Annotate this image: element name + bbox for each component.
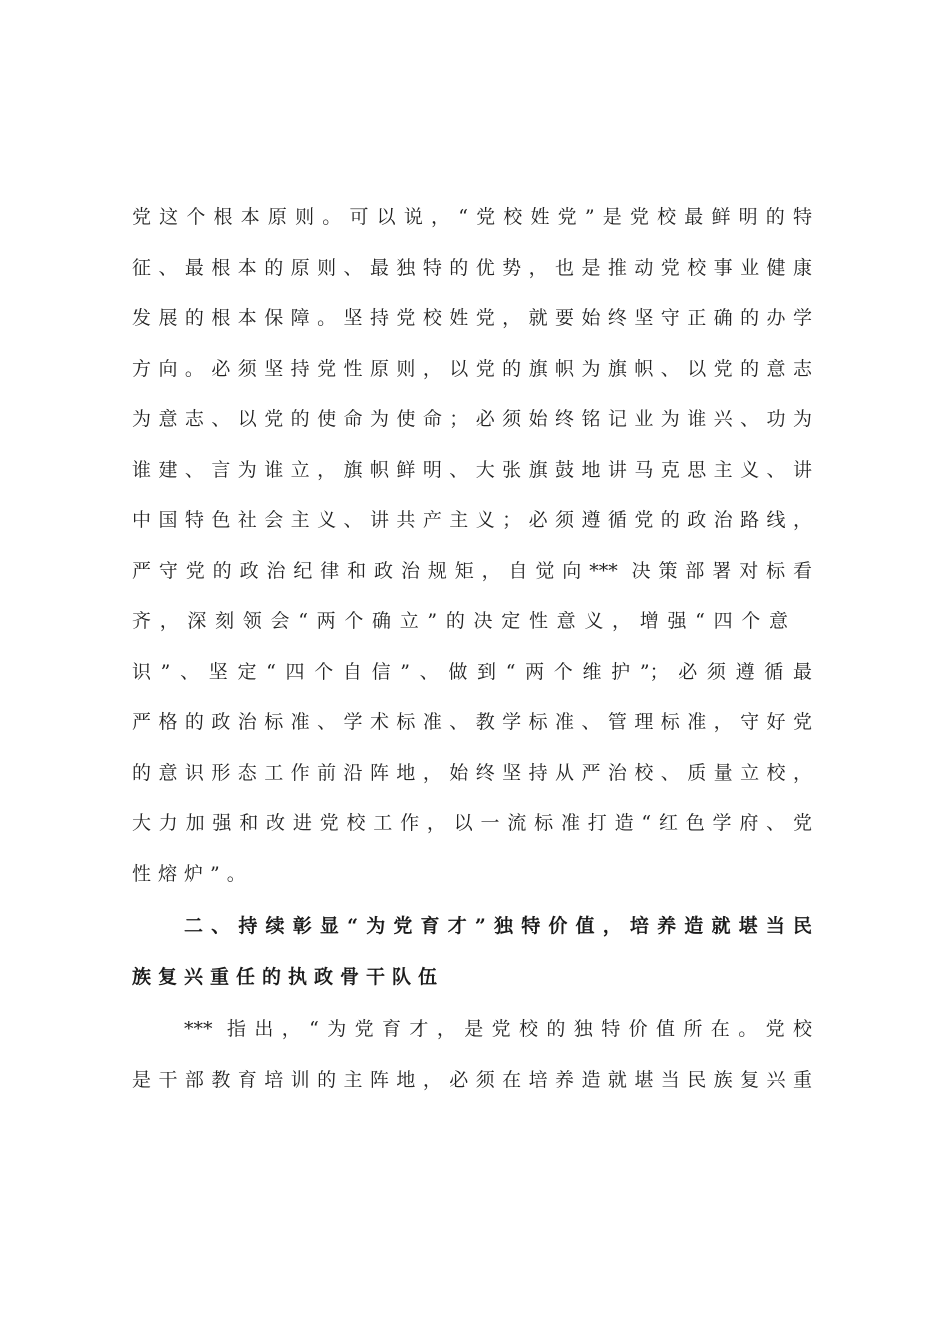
text-line: 识”、坚定“四个自信”、做到“两个维护”；必须遵循最 — [132, 661, 812, 683]
text-line: 严守党的政治纪律和政治规矩，自觉向*** 决策部署对标看 — [132, 560, 812, 582]
heading-line: 族复兴重任的执政骨干队伍 — [132, 966, 445, 988]
text-line: 方向。必须坚持党性原则，以党的旗帜为旗帜、以党的意志 — [132, 358, 812, 380]
text-line: 征、最根本的原则、最独特的优势，也是推动党校事业健康 — [132, 257, 812, 279]
text-line: 严格的政治标准、学术标准、教学标准、管理标准，守好党 — [132, 711, 812, 733]
heading-line: 二、持续彰显“为党育才”独特价值，培养造就堪当民 — [184, 915, 812, 937]
text-line: *** 指出，“为党育才，是党校的独特价值所在。党校 — [184, 1018, 812, 1040]
text-line: 为意志、以党的使命为使命；必须始终铭记业为谁兴、功为 — [132, 408, 812, 430]
text-line: 大力加强和改进党校工作，以一流标准打造“红色学府、党 — [132, 812, 812, 834]
text-line: 谁建、言为谁立，旗帜鲜明、大张旗鼓地讲马克思主义、讲 — [132, 459, 812, 481]
text-line: 是干部教育培训的主阵地，必须在培养造就堪当民族复兴重 — [132, 1069, 812, 1091]
text-line: 党这个根本原则。可以说，“党校姓党”是党校最鲜明的特 — [132, 206, 812, 228]
text-line: 性熔炉”。 — [132, 863, 253, 885]
text-line: 齐，深刻领会“两个确立”的决定性意义，增强“四个意 — [132, 610, 788, 632]
text-line: 发展的根本保障。坚持党校姓党，就要始终坚守正确的办学 — [132, 307, 812, 329]
text-line: 中国特色社会主义、讲共产主义；必须遵循党的政治路线， — [132, 509, 812, 531]
text-line: 的意识形态工作前沿阵地，始终坚持从严治校、质量立校， — [132, 762, 812, 784]
